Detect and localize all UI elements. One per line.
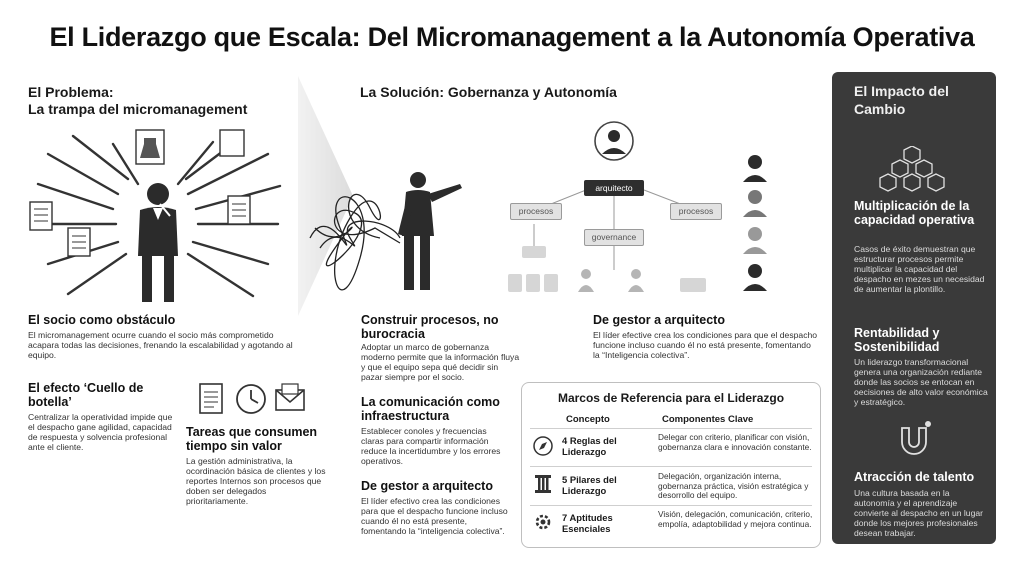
bottleneck-text: Centralizar la operatividad impide que el despacho gane agilidad, capacidad de respuesta y solvencia profesional ante el cliente. — [28, 412, 173, 452]
diagram-block — [544, 274, 558, 292]
impact-heading-line1: El Impacto del — [854, 83, 949, 99]
impact-heading — [854, 82, 994, 118]
talent-title: Atracción de talento — [854, 470, 975, 484]
communication-text: Establecer conoles y frecuencias claras para compartir información reduce la incertidumbre y los errores operativos. — [361, 426, 501, 466]
col-components-header: Componentes Clave — [662, 414, 754, 425]
processes-text: Adoptar un marco de gobernanza moderno permite que la información fluya y que el equipo sepa qué decidir sin pazar siempre por el socio. — [361, 342, 520, 382]
solution-heading: La Solución: Gobernanza y Autonomía — [360, 84, 617, 100]
problem-heading-line1: El Problema: — [28, 84, 114, 100]
frameworks-title: Marcos de Referencia para el Liderazgo — [557, 391, 785, 405]
obstacle-text: El micromanagement ocurre cuando el socio más comprometido acapara todas las decisiones, frenando la escalabilidad y agotando al equipo. — [28, 330, 293, 360]
talent-text: Una cultura basada en la autonomía y el aprendizaje convierte al despacho en un lugar donde los mejores profesionales desean trabajar. — [854, 488, 983, 538]
problem-heading-line2: La trampa del micromanagement — [28, 101, 248, 117]
obstacle-title: El socio como obstáculo — [28, 313, 176, 327]
leader-pointing-illustration — [300, 168, 480, 308]
diagram-block — [680, 278, 706, 292]
processes-title: Construir procesos, no burocracia — [361, 313, 499, 341]
clock-icon — [237, 385, 265, 413]
gear-icon — [532, 511, 554, 533]
diagram-block — [526, 274, 540, 292]
row-desc: Delegación, organización interna, gobernanza práctica, visión estratégica y desorrollo del equipo. — [658, 471, 809, 501]
document-icon — [200, 384, 222, 413]
cubes-icon — [872, 146, 952, 196]
row-desc: Visión, delegación, comunicación, criterio, empolía, adaptobilidad y mejora continua. — [658, 509, 813, 529]
col-concept-header: Concepto — [566, 414, 610, 425]
bottleneck-title: El efecto ‘Cuello de botella’ — [28, 381, 144, 409]
profitability-text: Un liderazgo transformacional genera una organización rediante donde las socios se entocan en oecisiones de alto valor económica y estratégico. — [854, 357, 988, 407]
row-name: 5 Pilares del Liderazgo — [562, 474, 617, 496]
architect-left-title: De gestor a arquitecto — [361, 479, 493, 493]
row-name: 7 Aptitudes Esenciales — [562, 512, 613, 534]
micromanager-illustration — [28, 124, 290, 310]
team-icons — [576, 248, 656, 294]
diagram-block — [508, 274, 522, 292]
frameworks-table — [521, 382, 821, 548]
impact-heading-line2: Cambio — [854, 101, 906, 117]
communication-title: La comunicación como infraestructura — [361, 395, 500, 423]
architect-left-text: El líder efectivo crea las condiciones para que el despacho funcione incluso cuando él no está presente, fomentando la “inteligencia colectiva”. — [361, 496, 508, 536]
architect-right-title: De gestor a arquitecto — [593, 313, 725, 327]
capacity-title: Multiplicación de la capacidad operativa — [854, 199, 975, 227]
diagram-label-processes-left: procesos — [510, 203, 562, 220]
mail-icon — [276, 384, 304, 410]
capacity-text: Casos de éxito demuestran que estructurar procesos permite multiplicar la capacidad del despacho en mezes un necesidad de aumentar la plontillo. — [854, 244, 985, 294]
task-icons — [196, 381, 308, 417]
row-desc: Delegar con criterio, planificar con visión, gobernanza clara e innovación constante. — [658, 432, 812, 452]
diagram-label-processes-right: procesos — [670, 203, 722, 220]
pillar-icon — [532, 473, 554, 495]
tasks-title: Tareas que consumen tiempo sin valor — [186, 425, 318, 453]
problem-heading — [28, 84, 298, 118]
diagram-label-architect: arquitecto — [584, 180, 644, 196]
diagram-label-governance: governance — [584, 229, 644, 246]
architect-right-text: El líder efective crea los condiciones para que el despacho funcione incluso cuando él no está presente, fomentando la “Inteligencia colectiva”. — [593, 330, 818, 360]
compass-icon — [532, 435, 554, 457]
profitability-title: Rentabilidad y Sostenibilidad — [854, 326, 940, 354]
page-title: El Liderazgo que Escala: Del Micromanagement a la Autonomía Operativa — [49, 22, 975, 52]
impact-panel — [832, 72, 996, 544]
person-stack-icons — [738, 152, 772, 297]
row-name: 4 Reglas del Liderazgo — [562, 435, 617, 457]
diagram-block — [522, 246, 546, 258]
tasks-text: La gestión administrativa, la ocordinación básica de clientes y los reportes Internos son procesos que doben ser delegados prioritariamente. — [186, 456, 326, 506]
magnet-icon — [892, 418, 936, 458]
